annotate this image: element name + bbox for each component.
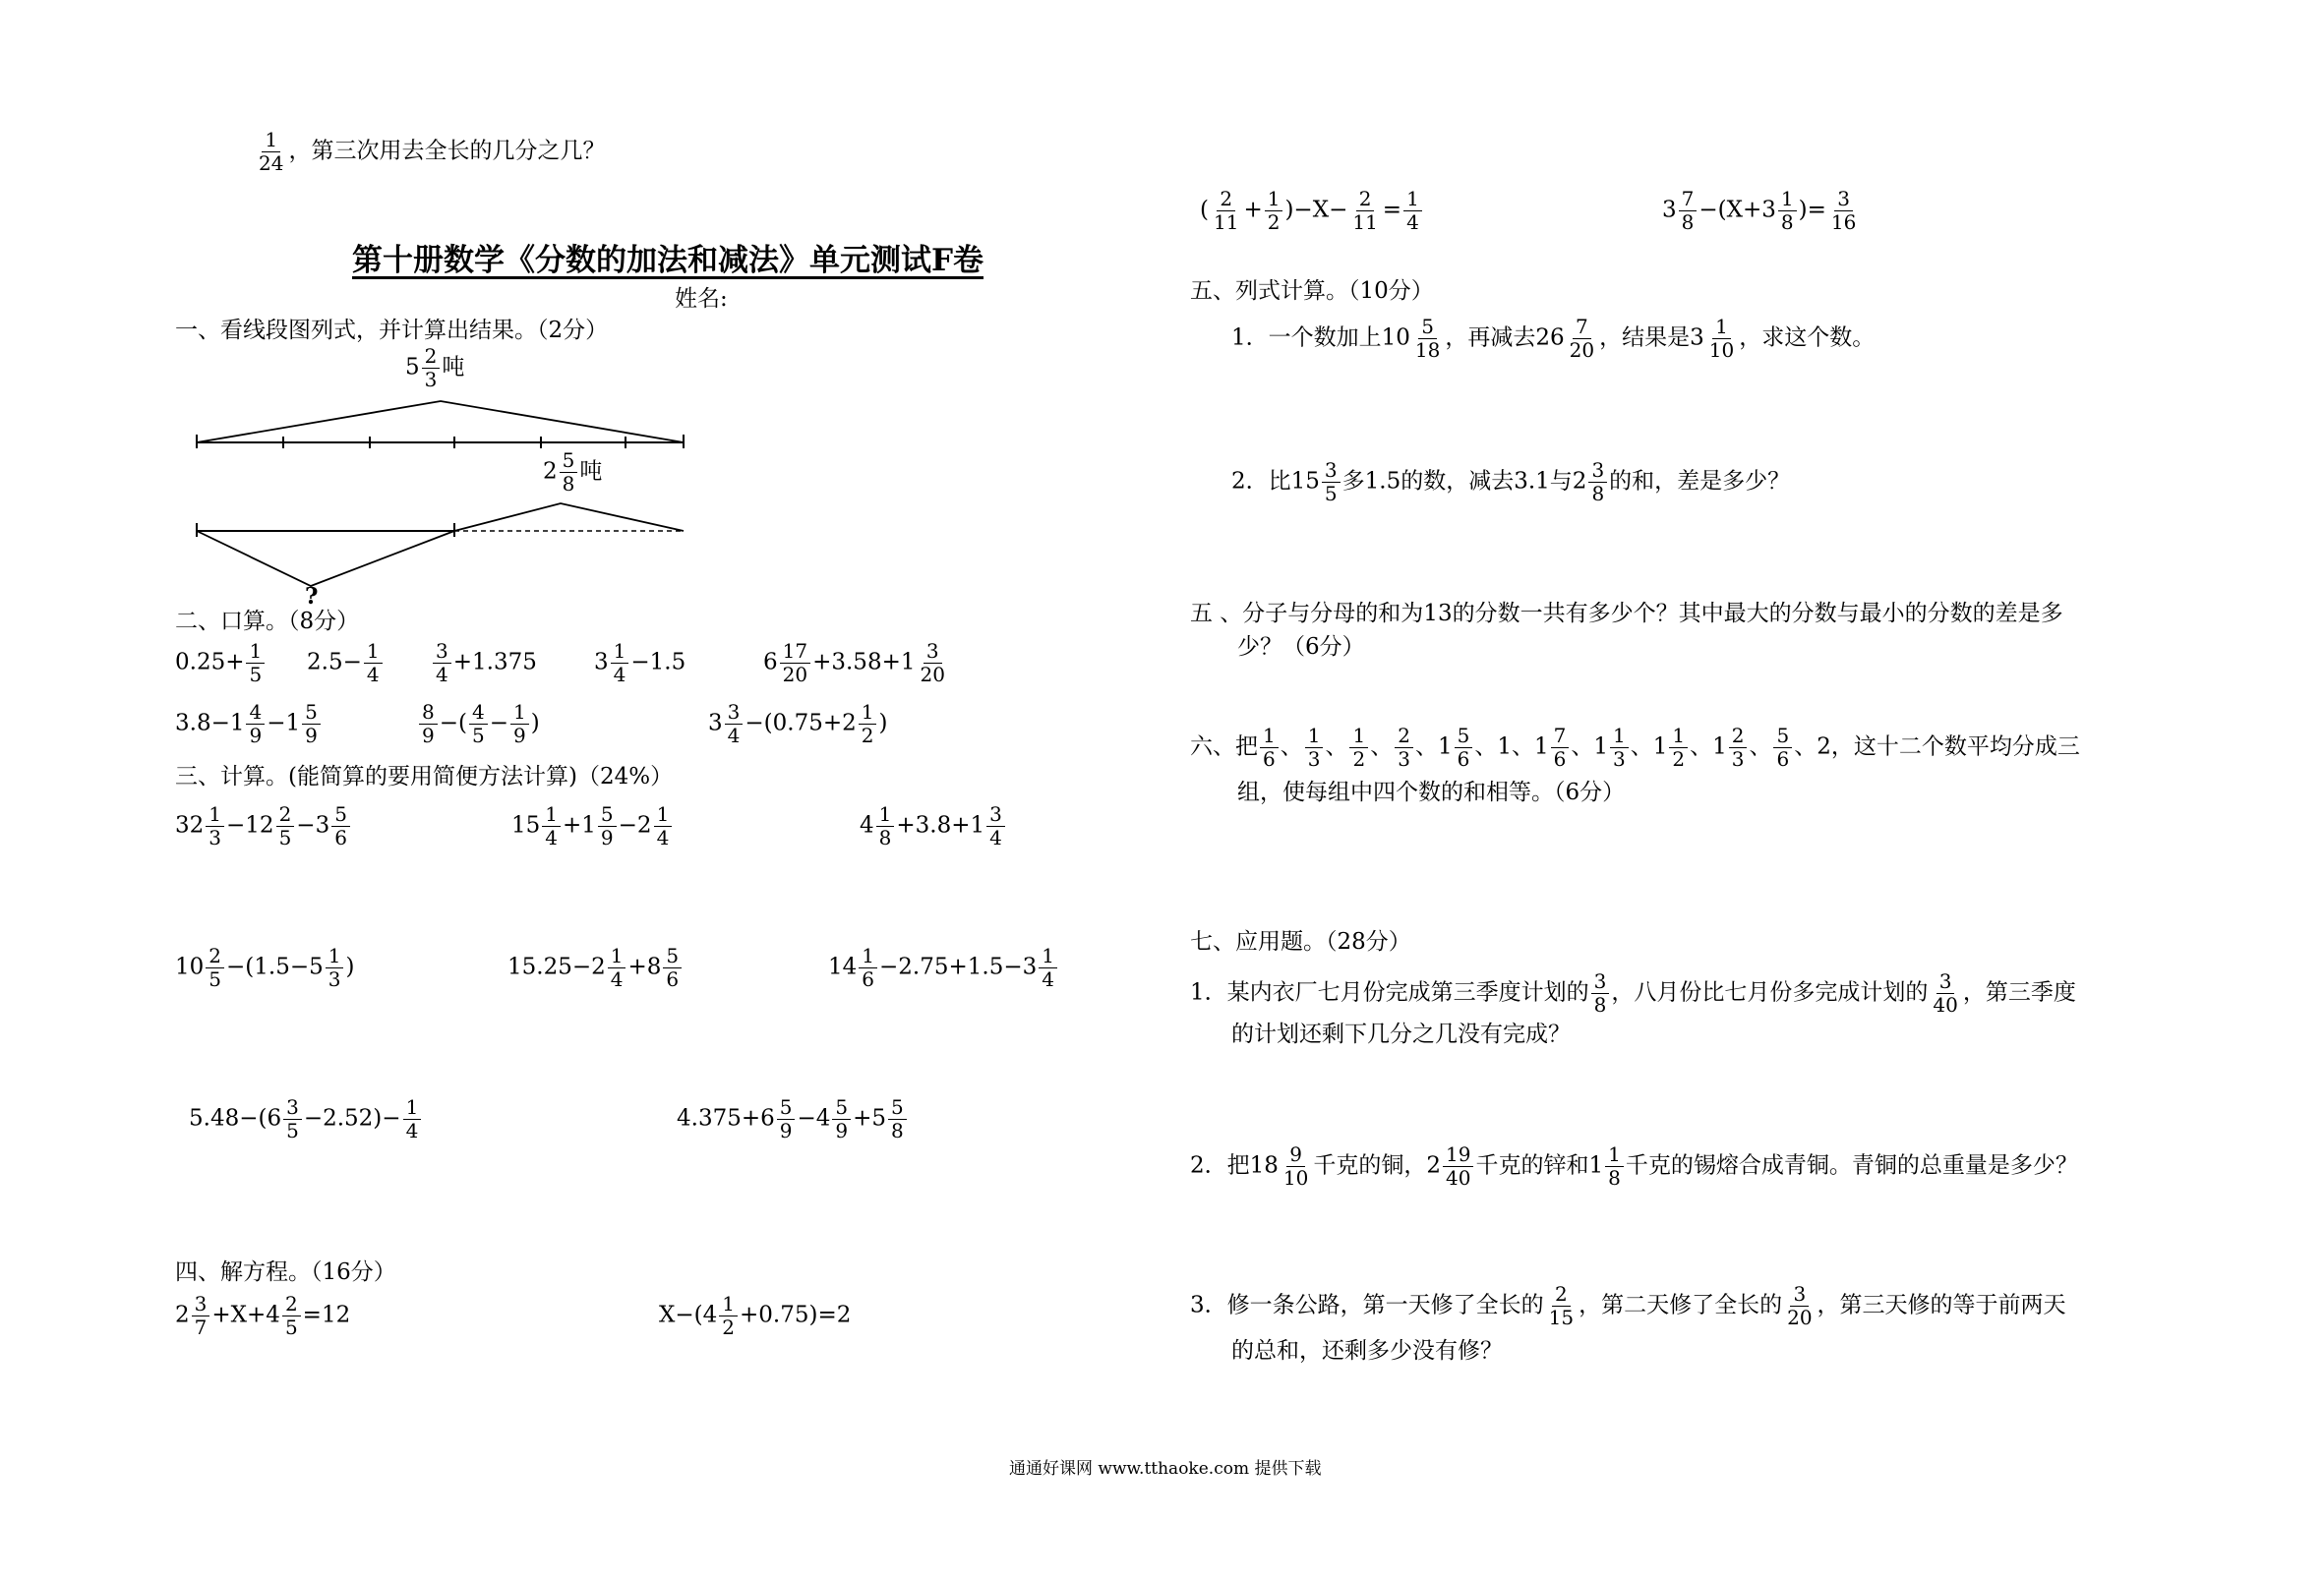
equation-4: 3 $\frac{7}{8}$ −(X+3 $\frac{1}{8}$ )= $\frac{3}{16}$: [1662, 187, 1857, 234]
calc-item-7: 5.48−(6 $\frac{3}{5}$ −2.52)− $\frac{1}{4}$: [189, 1097, 423, 1141]
calc-item-8: 4.375+6 $\frac{5}{9}$ −4 $\frac{5}{9}$ +5 $\frac{5}{8}$: [677, 1097, 909, 1141]
calc-item-4: 10 $\frac{2}{5}$ −(1.5−5 $\frac{1}{3}$ ): [175, 944, 355, 991]
bottom-segment-label: 2 $\frac{5}{8}$ 吨: [543, 448, 603, 496]
calc-item-1: 32 $\frac{1}{3}$ −12 $\frac{2}{5}$ −3 $\frac{5}{6}$: [175, 804, 352, 848]
fraction-count-question: 五 、分子与分母的和为13的分数一共有多少个？其中最大的分数与最小的分数的差是多: [1190, 601, 2063, 626]
oral-item-5: 6 $\frac{17}{20}$ +3.58+1 $\frac{3}{20}$: [763, 639, 945, 686]
oral-item-7: $\frac{8}{9}$ −( $\frac{4}{5}$ − $\frac{1}{9}$ ): [417, 702, 540, 746]
oral-item-3: $\frac{3}{4}$ +1.375: [431, 641, 537, 685]
name-label: 姓名:: [675, 286, 728, 312]
top-brace: [197, 401, 684, 442]
top-segment-label: 5 $\frac{2}{3}$ 吨: [405, 344, 465, 391]
lower-brace: [197, 531, 454, 586]
section-1-heading: 一、看线段图列式，并计算出结果。（2分）: [175, 318, 609, 343]
word-problem-1: 1．某内衣厂七月份完成第三季度计划的 $\frac{3}{8}$ ，八月份比七月份多完成计划的 $\frac{3}{40}$ ，第三季度: [1190, 969, 2076, 1017]
word-calc-2: 2．比15 $\frac{3}{5}$ 多1.5的数，减去3.1与2 $\frac{3}{8}$ 的和，差是多少？: [1231, 458, 1791, 505]
grouping-question: 六、把 $\frac{1}{6}$ 、 $\frac{1}{3}$ 、 $\frac{1}{2}$ 、 $\frac{2}{3}$ 、1 $\frac{5}{6}$ 、1、1 $\frac{7}{6}$ 、1 $\frac{1}{3}$ 、1 $\frac{1}{2}$ 、1 $\frac{2}{3}$ 、 $\frac{5}{6}$ 、2，这十二个数平均分成三: [1190, 724, 2080, 771]
word-calc-1: 1．一个数加上10 $\frac{5}{18}$ ，再减去26 $\frac{7}{20}$ ，结果是3 $\frac{1}{10}$ ，求这个数。: [1231, 315, 1876, 362]
equation-3: ( $\frac{2}{11}$ + $\frac{1}{2}$ )−X− $\frac{2}{11}$ = $\frac{1}{4}$: [1200, 189, 1424, 233]
section-4-heading: 四、解方程。（16分）: [175, 1259, 396, 1285]
section-2-heading: 二、口算。（8分）: [175, 609, 360, 634]
top-note: $\frac{1}{24}$ ，第三次用去全长的几分之几？: [254, 130, 605, 174]
fraction: $\frac{1}{24}$: [259, 128, 284, 175]
equation-2: X−(4 $\frac{1}{2}$ +0.75)=2: [659, 1292, 852, 1339]
section-3-heading: 三、计算。(能简算的要用简便方法计算)（24%）: [175, 764, 674, 790]
word-problem-1-cont: 的计划还剩下几分之几没有完成？: [1231, 1022, 1571, 1047]
calc-item-3: 4 $\frac{1}{8}$ +3.8+1 $\frac{3}{4}$: [860, 804, 1007, 848]
calc-item-6: 14 $\frac{1}{6}$ −2.75+1.5−3 $\frac{1}{4}$: [828, 946, 1059, 990]
section-7-heading: 七、应用题。（28分）: [1190, 929, 1411, 955]
upper-brace: [454, 503, 684, 531]
calc-item-2: 15 $\frac{1}{4}$ +1 $\frac{5}{9}$ −2 $\frac{1}{4}$: [511, 804, 674, 848]
oral-item-2: 2.5− $\frac{1}{4}$: [307, 641, 385, 685]
question-mark: ?: [305, 583, 319, 610]
word-problem-3: 3．修一条公路，第一天修了全长的 $\frac{2}{15}$ ，第二天修了全长的 $\frac{3}{20}$ ，第三天修的等于前两天: [1190, 1282, 2066, 1329]
equation-1: 2 $\frac{3}{7}$ +X+4 $\frac{2}{5}$ =12: [175, 1292, 351, 1339]
oral-item-4: 3 $\frac{1}{4}$ −1.5: [594, 639, 686, 686]
oral-item-1: 0.25+ $\frac{1}{5}$: [175, 641, 267, 685]
word-problem-3-cont: 的总和，还剩多少没有修？: [1231, 1338, 1503, 1364]
oral-item-8: 3 $\frac{3}{4}$ −(0.75+2 $\frac{1}{2}$ ): [708, 700, 888, 747]
oral-item-6: 3.8−1 $\frac{4}{9}$ −1 $\frac{5}{9}$: [175, 702, 323, 746]
grouping-question-cont: 组，使每组中四个数的和相等。（6分）: [1237, 780, 1626, 805]
page-title: 第十册数学《分数的加法和减法》单元测试F卷: [352, 243, 984, 278]
word-problem-2: 2．把18 $\frac{9}{10}$ 千克的铜，2 $\frac{19}{40}$ 千克的锌和1 $\frac{1}{8}$ 千克的锡熔合成青铜。青铜的总重量是多少？: [1190, 1142, 2078, 1190]
fraction-count-question-cont: 少？（6分）: [1237, 634, 1365, 660]
calc-item-5: 15.25−2 $\frac{1}{4}$ +8 $\frac{5}{6}$: [507, 946, 684, 990]
footer: 通通好课网 www.tthaoke.com 提供下载: [1009, 1459, 1322, 1479]
section-5-heading: 五、列式计算。（10分）: [1190, 278, 1434, 304]
